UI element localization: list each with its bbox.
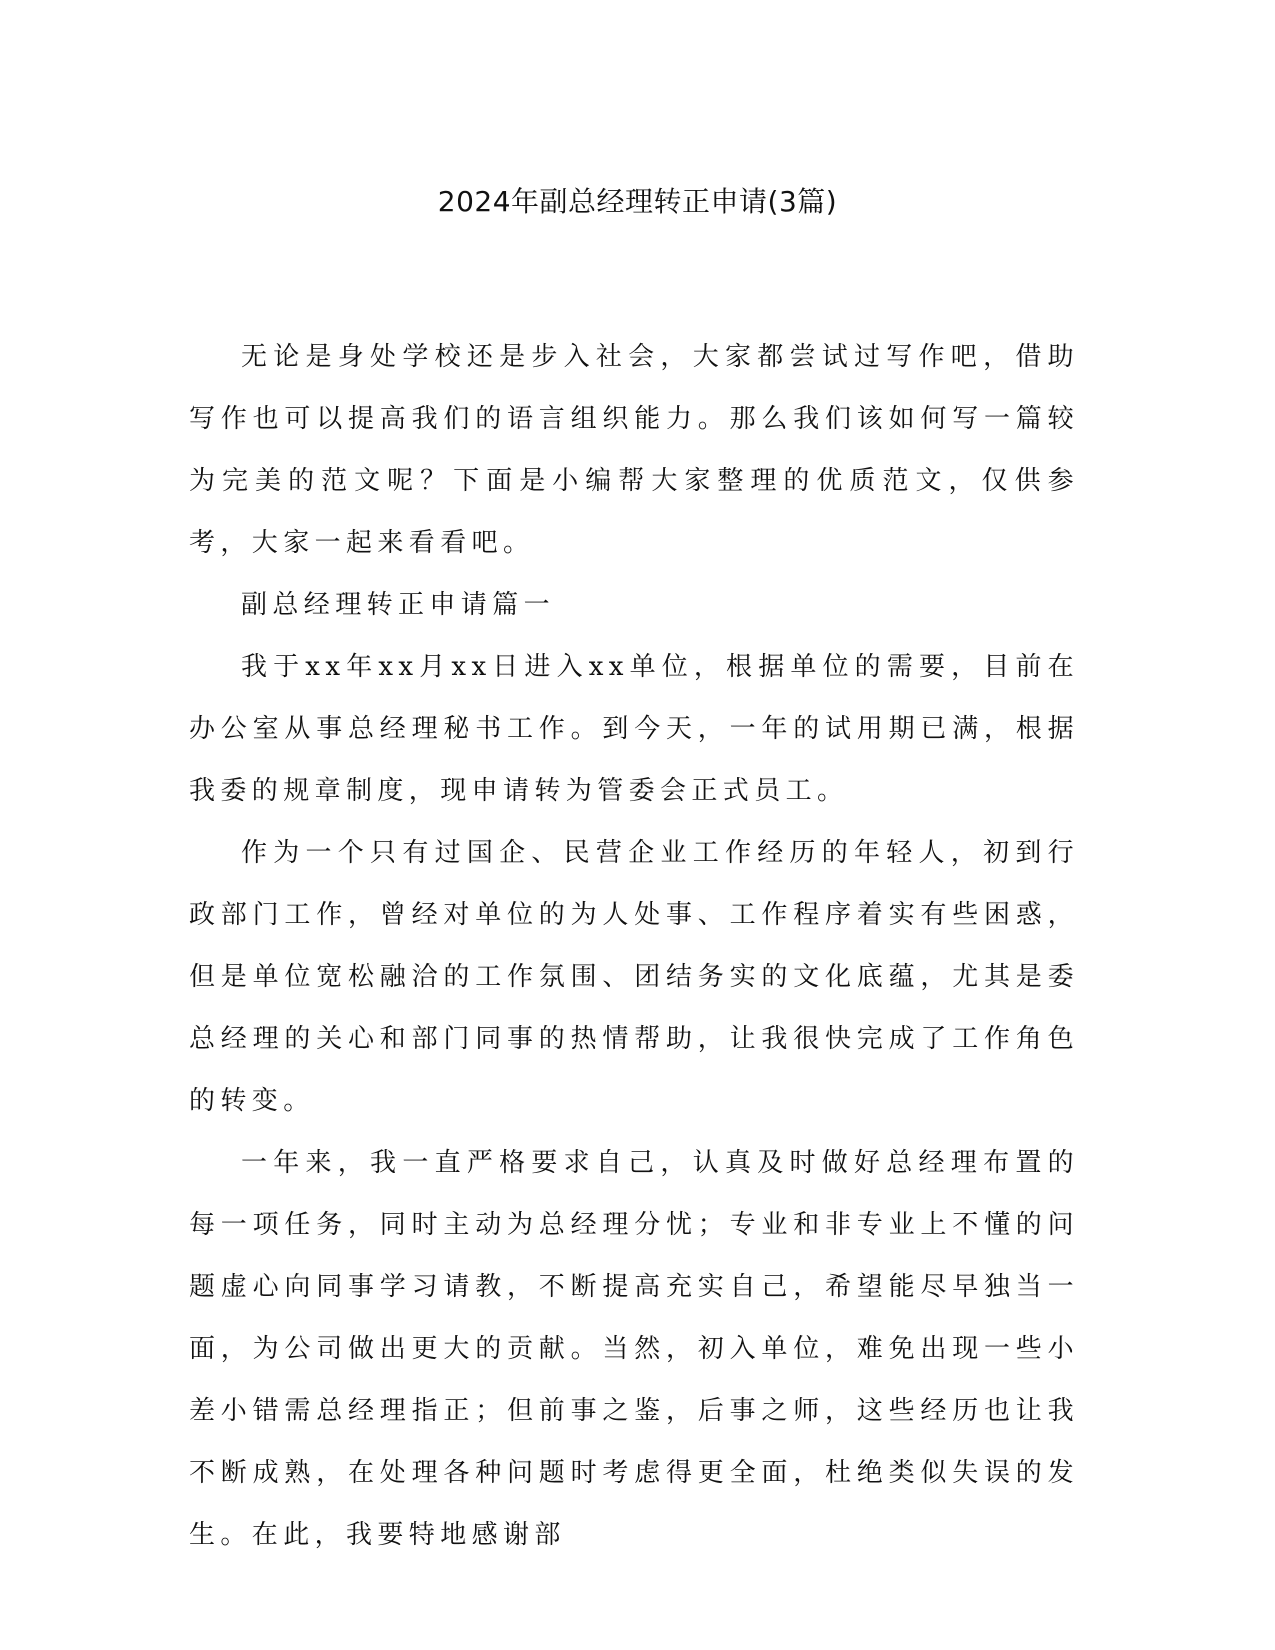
body-paragraph: 一年来，我一直严格要求自己，认真及时做好总经理布置的每一项任务，同时主动为总经理分忧；专业和非专业上不懂的问题虚心向同事学习请教，不断提高充实自己，希望能尽早独当一面，为公司做出更大的贡献。当然，初入单位，难免出现一些小差小错需总经理指正；但前事之鉴，后事之师，这些经历也让我不断成熟，在处理各种问题时考虑得更全面，杜绝类似失误的发生。在此，我要特地感谢部 — [189, 1148, 1079, 1550]
section-heading-part-one: 副总经理转正申请篇一 — [241, 590, 556, 620]
body-paragraph: 我于xx年xx月xx日进入xx单位，根据单位的需要，目前在办公室从事总经理秘书工作。到今天，一年的试用期已满，根据我委的规章制度，现申请转为管委会正式员工。 — [189, 652, 1079, 806]
intro-paragraph: 无论是身处学校还是步入社会，大家都尝试过写作吧，借助写作也可以提高我们的语言组织能力。那么我们该如何写一篇较为完美的范文呢？下面是小编帮大家整理的优质范文，仅供参考，大家一起来看看吧。 — [189, 342, 1079, 558]
body-paragraph: 作为一个只有过国企、民营企业工作经历的年轻人，初到行政部门工作，曾经对单位的为人处事、工作程序着实有些困惑，但是单位宽松融洽的工作氛围、团结务实的文化底蕴，尤其是委总经理的关心和部门同事的热情帮助，让我很快完成了工作角色的转变。 — [189, 838, 1079, 1116]
document-title: 2024年副总经理转正申请(3篇) — [437, 185, 838, 218]
document-body — [189, 326, 1079, 1566]
